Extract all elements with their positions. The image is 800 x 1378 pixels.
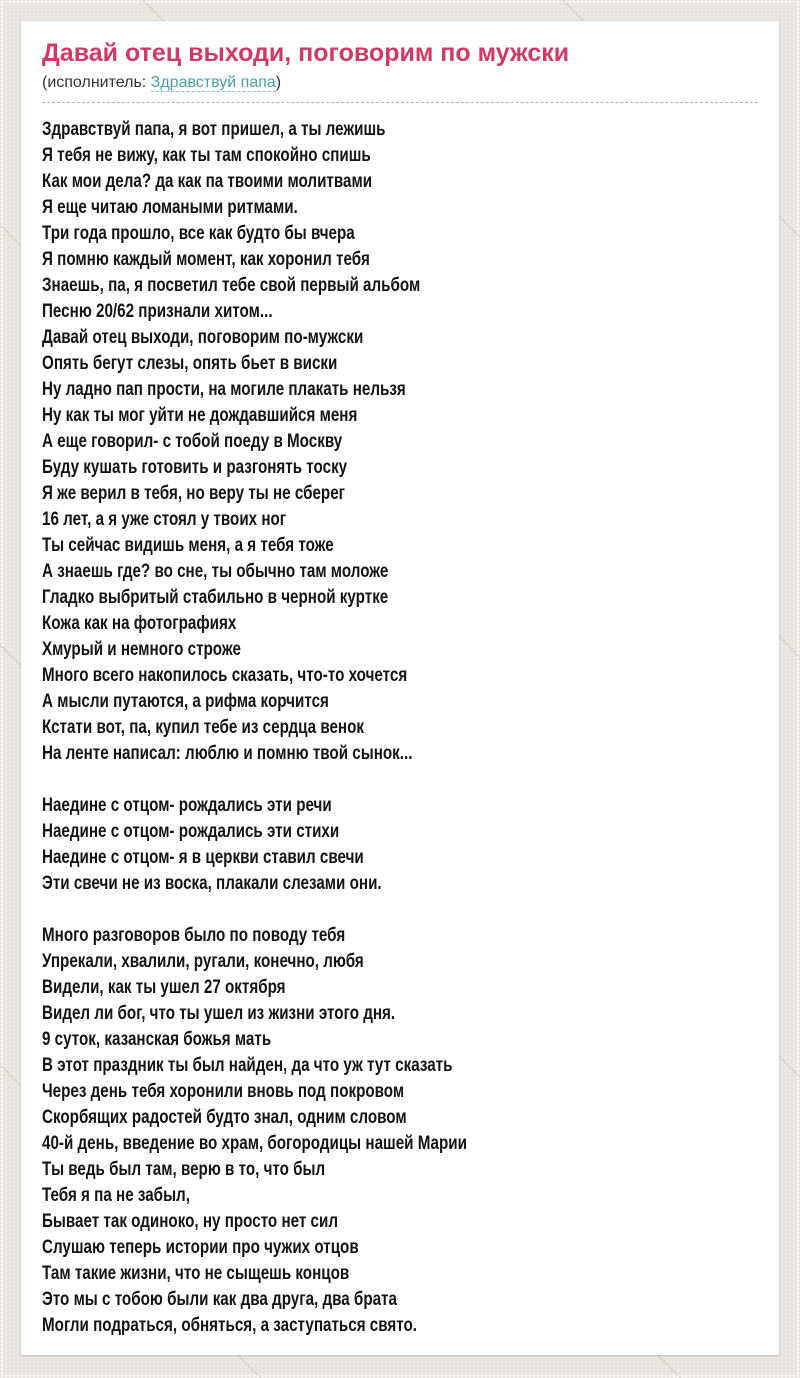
lyric-line: Как мои дела? да как па твоими молитвами bbox=[42, 171, 373, 192]
lyric-line: Кожа как на фотографиях bbox=[42, 613, 237, 634]
lyric-line: Могли подраться, обняться, а заступаться свято. bbox=[42, 1315, 418, 1336]
lyric-line: А еще говорил- с тобой поеду в Москву bbox=[42, 431, 343, 452]
lyric-line: Я же верил в тебя, но веру ты не сберег bbox=[42, 483, 345, 504]
artist-label-suffix: ) bbox=[275, 74, 282, 91]
song-header bbox=[42, 38, 758, 103]
lyric-line: Видели, как ты ушел 27 октября bbox=[42, 977, 286, 998]
lyric-line: Я еще читаю ломаными ритмами. bbox=[42, 197, 298, 218]
lyric-line: Ты ведь был там, верю в то, что был bbox=[42, 1159, 326, 1180]
lyric-line: 9 суток, казанская божья мать bbox=[42, 1029, 272, 1050]
lyric-line: Опять бегут слезы, опять бьет в виски bbox=[42, 353, 338, 374]
lyric-line: Здравствуй папа, я вот пришел, а ты лежишь bbox=[42, 119, 386, 140]
lyric-line: На ленте написал: люблю и помню твой сынок... bbox=[42, 743, 413, 764]
lyrics-card bbox=[21, 21, 779, 1355]
lyric-line: Через день тебя хоронили вновь под покровом bbox=[42, 1081, 405, 1102]
lyric-line: 16 лет, а я уже стоял у твоих ног bbox=[42, 509, 287, 530]
lyric-line bbox=[42, 767, 758, 793]
lyric-line: В этот праздник ты был найден, да что уж тут сказать bbox=[42, 1055, 453, 1076]
lyric-line: Песню 20/62 признали хитом... bbox=[42, 301, 273, 322]
lyric-line: Три года прошло, все как будто бы вчера bbox=[42, 223, 355, 244]
lyric-line: Кстати вот, па, купил тебе из сердца венок bbox=[42, 717, 365, 738]
lyric-line: Ну ладно пап прости, на могиле плакать нельзя bbox=[42, 379, 406, 400]
lyric-line: Наедине с отцом- я в церкви ставил свечи bbox=[42, 847, 364, 868]
lyric-line: Наедине с отцом- рождались эти стихи bbox=[42, 821, 340, 842]
lyric-line: Гладко выбритый стабильно в черной куртке bbox=[42, 587, 389, 608]
lyric-line: Ну как ты мог уйти не дождавшийся меня bbox=[42, 405, 358, 426]
lyric-line: Тебя я па не забыл, bbox=[42, 1185, 190, 1206]
lyric-line: Много всего накопилось сказать, что-то хочется bbox=[42, 665, 408, 686]
lyric-line: Ты сейчас видишь меня, а я тебя тоже bbox=[42, 535, 334, 556]
artist-label: (исполнитель: bbox=[42, 74, 151, 91]
lyric-line bbox=[42, 897, 758, 923]
lyric-line: Наедине с отцом- рождались эти речи bbox=[42, 795, 332, 816]
lyric-line: Эти свечи не из воска, плакали слезами они. bbox=[42, 873, 382, 894]
lyric-line: Бывает так одиноко, ну просто нет сил bbox=[42, 1211, 338, 1232]
artist-link[interactable]: Здравствуй папа bbox=[150, 74, 276, 91]
lyric-line: Я помню каждый момент, как хоронил тебя bbox=[42, 249, 370, 270]
lyric-line: Знаешь, па, я посветил тебе свой первый альбом bbox=[42, 275, 421, 296]
lyric-line: Много разговоров было по поводу тебя bbox=[42, 925, 346, 946]
lyric-line: Там такие жизни, что не сыщешь концов bbox=[42, 1263, 350, 1284]
song-title: Давай отец выходи, поговорим по мужски bbox=[42, 39, 570, 67]
lyrics-text bbox=[42, 117, 758, 1339]
lyric-line: Хмурый и немного строже bbox=[42, 639, 241, 660]
lyric-line: Это мы с тобою были как два друга, два брата bbox=[42, 1289, 397, 1310]
lyric-line: Видел ли бог, что ты ушел из жизни этого дня. bbox=[42, 1003, 396, 1024]
lyric-line: Буду кушать готовить и разгонять тоску bbox=[42, 457, 348, 478]
lyric-line: Скорбящих радостей будто знал, одним словом bbox=[42, 1107, 407, 1128]
lyric-line: А мысли путаются, а рифма корчится bbox=[42, 691, 329, 712]
lyric-line: 40-й день, введение во храм, богородицы нашей Марии bbox=[42, 1133, 467, 1154]
lyric-line: Упрекали, хвалили, ругали, конечно, любя bbox=[42, 951, 364, 972]
artist-line bbox=[42, 73, 758, 93]
lyric-line: Слушаю теперь истории про чужих отцов bbox=[42, 1237, 359, 1258]
lyric-line: Давай отец выходи, поговорим по-мужски bbox=[42, 327, 364, 348]
lyric-line: А знаешь где? во сне, ты обычно там моложе bbox=[42, 561, 389, 582]
lyric-line: Я тебя не вижу, как ты там спокойно спишь bbox=[42, 145, 371, 166]
